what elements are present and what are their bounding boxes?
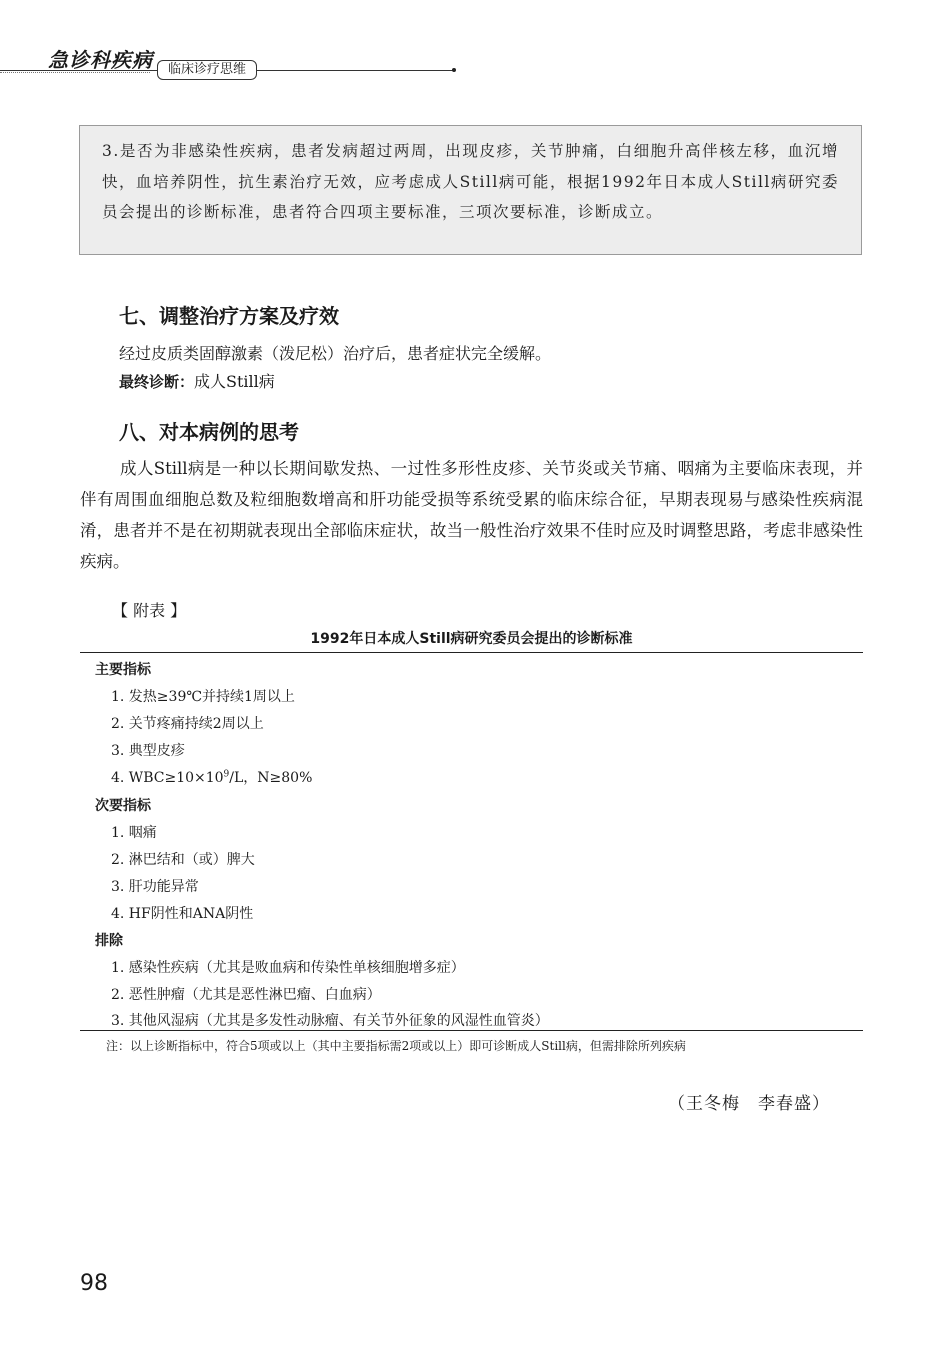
section7-treatment-text: 经过皮质类固醇激素（泼尼松）治疗后，患者症状完全缓解。 [119, 344, 552, 363]
section8-paragraph: 成人Still病是一种以长期间歇发热、一过性多形性皮疹、关节炎或关节痛、咽痛为主要临床表现，并伴有周围血细胞总数及粒细胞数增高和肝功能受损等系统受累的临床综合征，早期表现易与感染性疾病混淆，患者并不是在初期就表现出全部临床症状，故当一般性治疗效果不佳时应及时调整思路，考虑非感染性疾病。 [80, 459, 863, 571]
section8-heading: 八、对本病例的思考 [119, 420, 299, 444]
final-diagnosis [119, 369, 275, 392]
appendix-label: 【 附表 】 [112, 601, 187, 620]
minor-item-2: 2. 淋巴结和（或）脾大 [111, 852, 255, 868]
exclusion-item-1: 1. 感染性疾病（尤其是败血病和传染性单核细胞增多症） [111, 960, 465, 976]
major-item-1: 1. 发热≥39℃并持续1周以上 [111, 689, 295, 705]
table-note: 注：以上诊断指标中，符合5项或以上（其中主要指标需2项或以上）即可诊断成人Still病，但需排除所列疾病 [106, 1039, 686, 1053]
minor-item-3: 3. 肝功能异常 [111, 879, 199, 895]
final-diagnosis-label: 最终诊断： [119, 373, 195, 391]
analysis-box-text: 3.是否为非感染性疾病，患者发病超过两周，出现皮疹，关节肿痛，白细胞升高伴核左移，血沉增快，血培养阴性，抗生素治疗无效，应考虑成人Still病可能，根据1992年日本成人Still病研究委员会提出的诊断标准，患者符合四项主要标准，三项次要标准，诊断成立。 [102, 142, 839, 221]
section7-heading: 七、调整治疗方案及疗效 [119, 304, 339, 328]
book-title: 急诊科疾病 [48, 48, 153, 72]
minor-item-1: 1. 咽痛 [111, 825, 157, 841]
table-top-rule [80, 652, 863, 653]
major-item-3: 3. 典型皮疹 [111, 743, 185, 759]
major-item-2: 2. 关节疼痛持续2周以上 [111, 716, 264, 732]
minor-item-4: 4. HF阴性和ANA阴性 [111, 906, 254, 922]
authors: （王冬梅 李春盛） [668, 1094, 830, 1114]
exclusion-item-3: 3. 其他风湿病（尤其是多发性动脉瘤、有关节外征象的风湿性血管炎） [111, 1013, 549, 1029]
series-tag: 临床诊疗思维 [157, 60, 257, 80]
group-title-exclusion: 排除 [95, 933, 123, 949]
group-title-major: 主要指标 [95, 662, 151, 678]
header-rule-end-dot [452, 68, 456, 72]
table-bottom-rule [80, 1030, 863, 1031]
final-diagnosis-value: 成人Still病 [194, 372, 275, 391]
table-title: 1992年日本成人Still病研究委员会提出的诊断标准 [310, 631, 633, 647]
exclusion-item-2: 2. 恶性肿瘤（尤其是恶性淋巴瘤、白血病） [111, 987, 381, 1003]
major-item-4 [111, 767, 312, 787]
group-title-minor: 次要指标 [95, 798, 151, 814]
wbc-exponent: 9 [223, 769, 230, 780]
page-number: 98 [80, 1271, 108, 1296]
header-dotted-rule [0, 72, 150, 73]
wbc-unit: /L，N≥80% [229, 770, 313, 786]
wbc-text: 4. WBC≥10×10 [111, 770, 224, 786]
analysis-box [79, 125, 862, 255]
